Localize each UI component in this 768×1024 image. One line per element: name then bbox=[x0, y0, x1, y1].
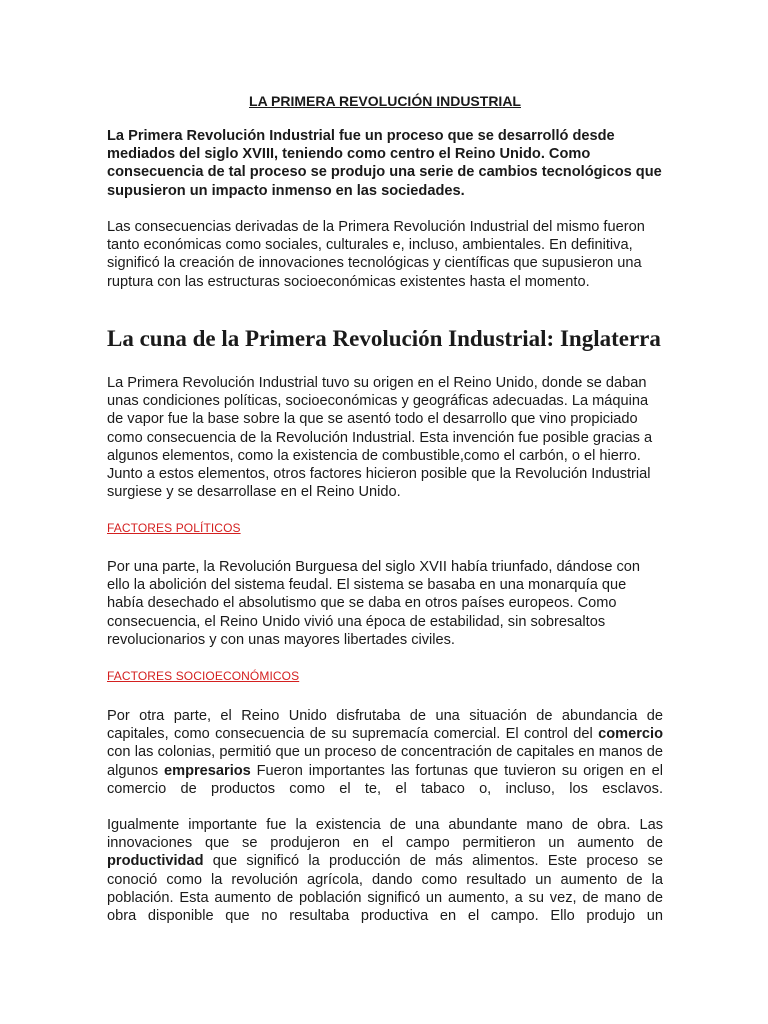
document-title: LA PRIMERA REVOLUCIÓN INDUSTRIAL bbox=[249, 93, 521, 109]
paragraph-capitales bbox=[107, 707, 663, 816]
paragraph-mano-de-obra bbox=[107, 816, 663, 943]
text-run: con las colonias, permitió que un proceso de concentración de capitales en manos de algunos bbox=[107, 744, 663, 779]
bold-term-productividad: productividad bbox=[107, 853, 204, 870]
intro-paragraph: La Primera Revolución Industrial fue un proceso que se desarrolló desde mediados del siglo XVIII, teniendo como centro el Reino Unido. Como consecuencia de tal proceso se produjo una serie de cambios tecnológicos que supusieron un impacto inmenso en las sociedades. bbox=[107, 128, 662, 199]
section-label-politicos: FACTORES POLÍTICOS bbox=[107, 521, 241, 535]
text-run: Fueron importantes las fortunas que tuvieron su origen en el comercio de productos como el te, el tabaco o, incluso, los esclavos. bbox=[107, 762, 663, 797]
paragraph-consecuencias: Las consecuencias derivadas de la Primera Revolución Industrial del mismo fueron tanto económicas como sociales, culturales e, incluso, ambientales. En definitiva, significó la creación de innovaciones tecnológicas y científicas que supusieron una ruptura con las estructuras socioeconómicas existentes hasta el momento. bbox=[107, 219, 645, 290]
paragraph-origen: La Primera Revolución Industrial tuvo su origen en el Reino Unido, donde se daban unas condiciones políticas, socioeconómicas y geográficas adecuadas. La máquina de vapor fue la base sobre la que se asentó todo el desarrollo que vino propiciado como consecuencia de la Revolución Industrial. Esta invención fue posible gracias a algunos elementos, como la existencia de combustible,como el carbón, o el hierro. Junto a estos elementos, otros factores hicieron posible que la Revolución Industrial surgiese y se desarrollase en el Reino Unido. bbox=[107, 375, 653, 501]
text-run: Igualmente importante fue la existencia de una abundante mano de obra. Las innovaciones que se produjeron en el campo permitieron un aumento de bbox=[107, 817, 663, 852]
text-run: que significó la producción de más alimentos. Este proceso se conoció como la revolución agrícola, dando como resultado un aumento de la población. Esta aumento de población significó un aumento, a su vez, de mano de obra disponible que no resultaba productiva en el campo. Ello produjo un bbox=[107, 853, 663, 925]
section-heading: La cuna de la Primera Revolución Industrial: Inglaterra bbox=[107, 326, 661, 351]
paragraph-politicos: Por una parte, la Revolución Burguesa del siglo XVII había triunfado, dándose con ello la abolición del sistema feudal. El sistema se basaba en una monarquía que había desechado el absolutismo que se daba en otros países europeos. Como consecuencia, el Reino Unido vivió una época de estabilidad, sin sobresaltos revolucionarios y con unas mayores libertades civiles. bbox=[107, 559, 641, 648]
text-run: Por otra parte, el Reino Unido disfrutaba de una situación de abundancia de capitales, como consecuencia de su supremacía comercial. El control del bbox=[107, 708, 663, 743]
section-label-socioeconomicos: FACTORES SOCIOECONÓMICOS bbox=[107, 669, 300, 683]
bold-term-empresarios: empresarios bbox=[163, 762, 251, 779]
bold-term-comercio: comercio bbox=[598, 726, 663, 743]
